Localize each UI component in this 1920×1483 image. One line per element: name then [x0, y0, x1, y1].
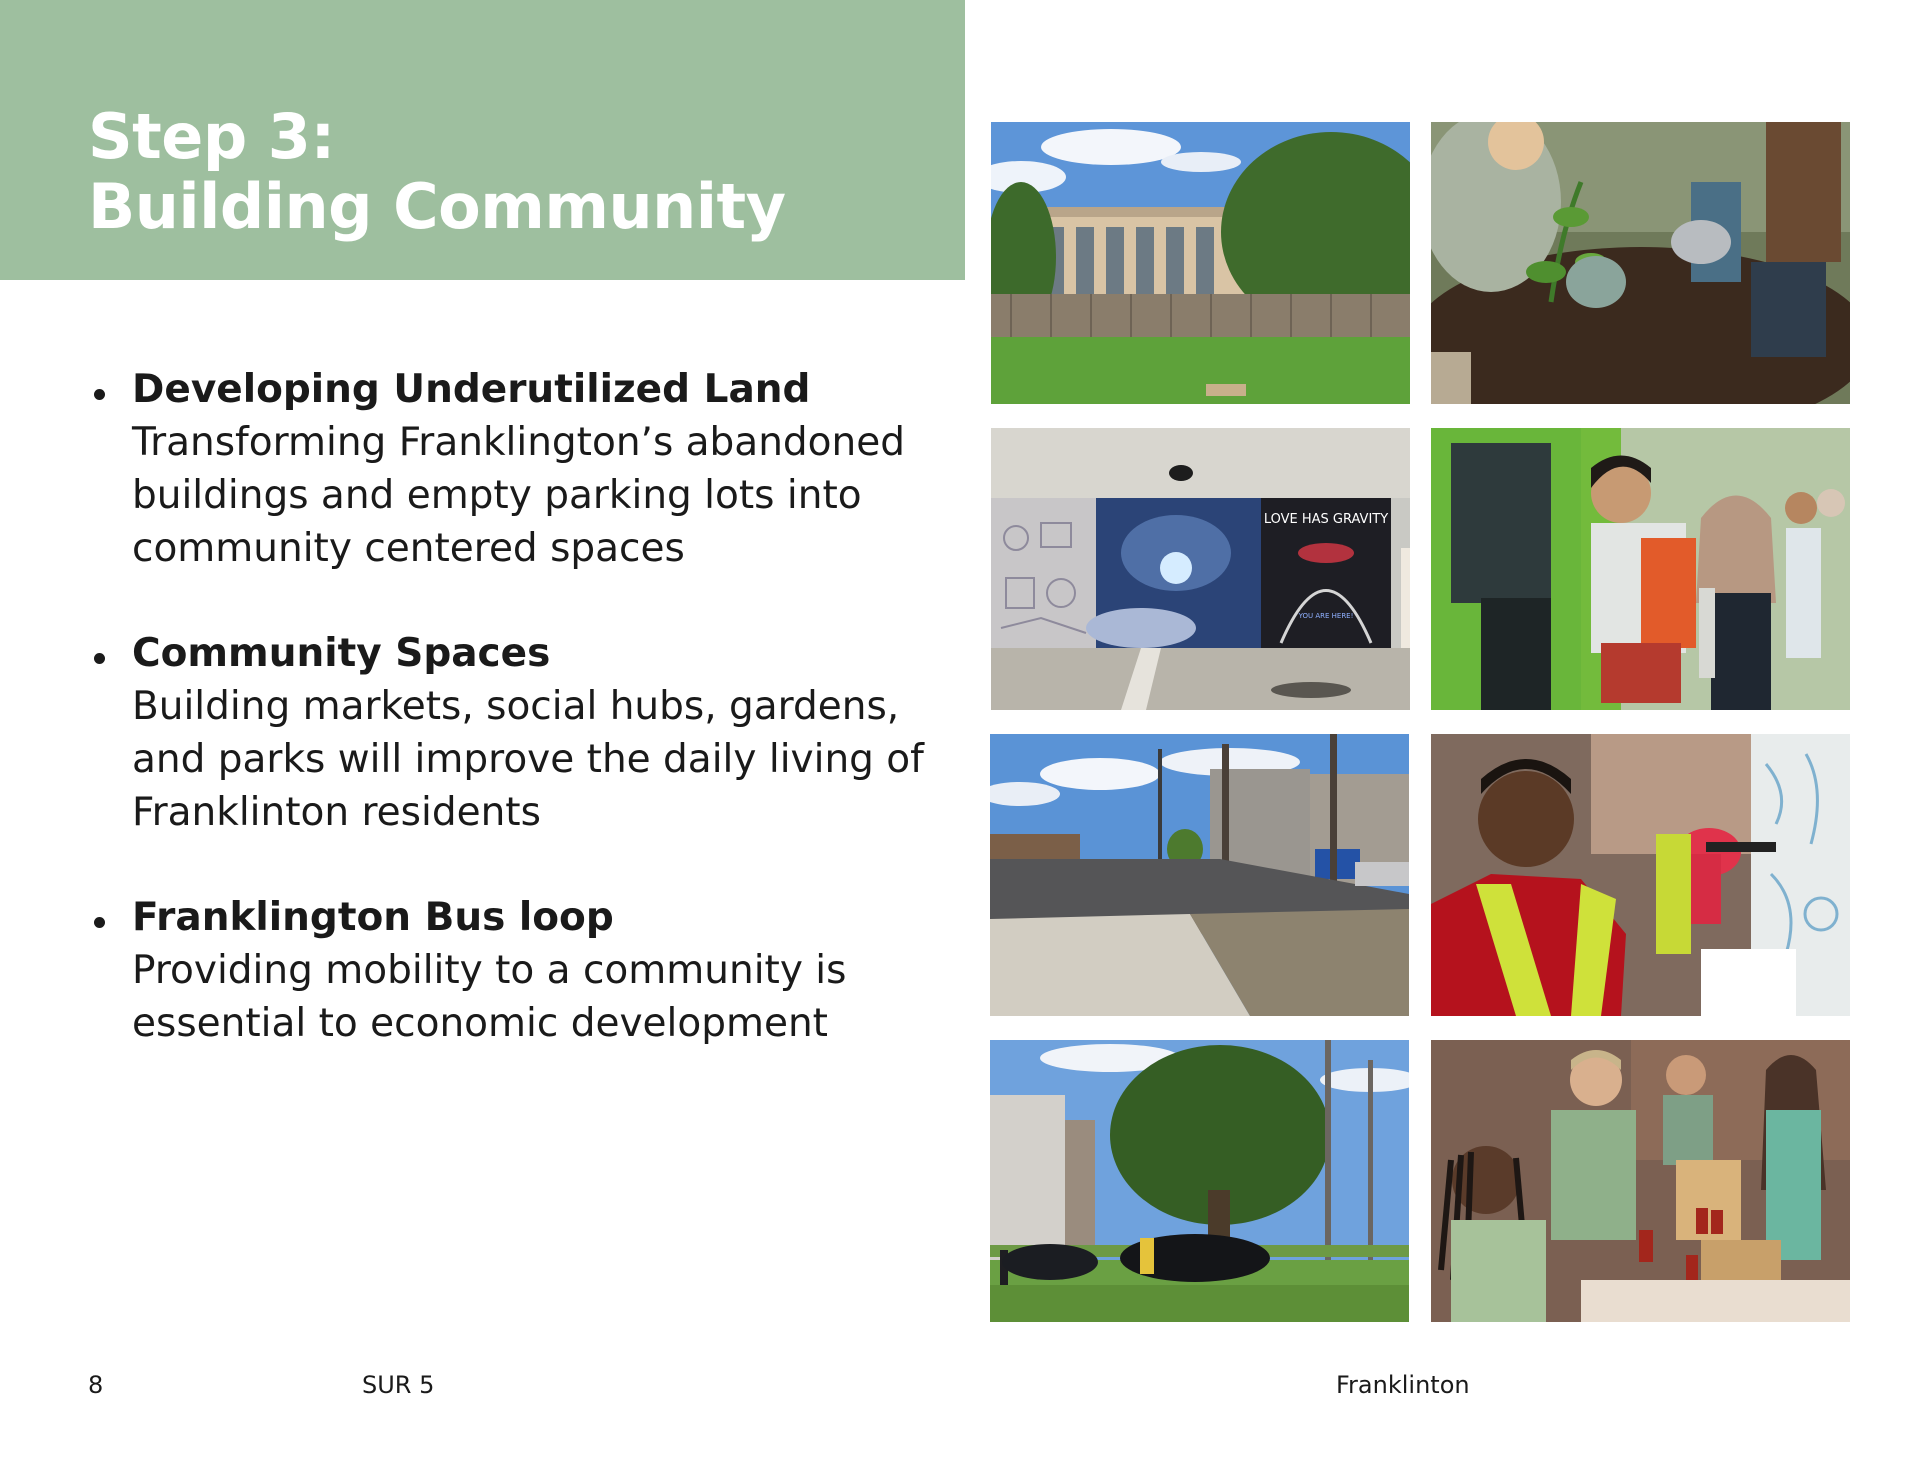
- photo-mural-wall: [991, 428, 1410, 710]
- mural-text-you-are-here: YOU ARE HERE!: [1298, 612, 1354, 620]
- bullet-item: [88, 891, 958, 1050]
- title-line-1: Step 3:: [88, 100, 335, 173]
- page-number: 8: [88, 1371, 104, 1399]
- photo-street-corner: [990, 734, 1409, 1016]
- photo-food-donation-volunteers: [1431, 1040, 1850, 1322]
- photo-planting-garden: [1431, 122, 1850, 404]
- bullet-body: Transforming Franklington’s abandoned buildings and empty parking lots into community centered spaces: [132, 420, 906, 571]
- photo-vacant-lot-trees: [990, 1040, 1409, 1322]
- footer-place: Franklinton: [1336, 1371, 1470, 1399]
- bullet-heading: Franklington Bus loop: [132, 895, 614, 940]
- bullet-item: [88, 627, 958, 839]
- photo-bus-riders: [1431, 428, 1850, 710]
- title-line-2: Building Community: [88, 170, 786, 243]
- bullet-body: Building markets, social hubs, gardens, and parks will improve the daily living of Franklinton residents: [132, 684, 924, 835]
- page-title: [88, 102, 786, 242]
- footer-course: SUR 5: [362, 1371, 435, 1399]
- bullet-list: [88, 363, 958, 1102]
- bullet-heading: Community Spaces: [132, 631, 551, 676]
- bullet-body: Providing mobility to a community is essential to economic development: [132, 948, 847, 1046]
- photo-empty-lot-building: [991, 122, 1410, 404]
- bullet-item: [88, 363, 958, 575]
- mural-text-love-has-gravity: LOVE HAS GRAVITY: [1263, 512, 1389, 527]
- bullet-heading: Developing Underutilized Land: [132, 367, 811, 412]
- photo-youth-painting-mural: [1431, 734, 1850, 1016]
